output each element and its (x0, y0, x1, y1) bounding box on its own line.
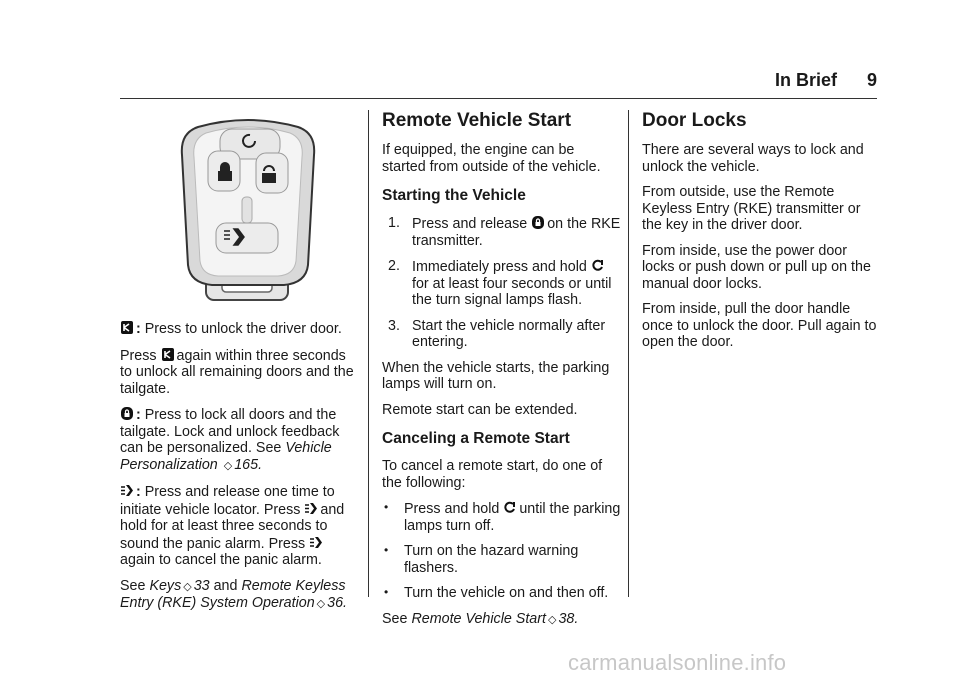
lock-paragraph: : Press to lock all doors and the tailgate. Lock and unlock feedback can be personalized. See Vehicle Personalization ◇ 165. (120, 407, 340, 473)
lock-label: : (136, 407, 141, 423)
door-locks-p3: From inside, use the power door locks or push down or pull up on the manual door locks. (642, 242, 871, 292)
remote-start-title: Remote Vehicle Start (382, 110, 572, 131)
unlock-label: : (136, 321, 141, 337)
xref-icon: ◇ (223, 458, 233, 472)
list-item (382, 585, 622, 602)
unlock-paragraph (120, 320, 360, 338)
header-rule (120, 98, 877, 99)
step-item (382, 258, 622, 309)
column-1 (120, 320, 360, 622)
step-text-b: on the RKE transmitter. (412, 216, 621, 249)
step-number: 3. (388, 317, 400, 334)
locator-text-b: and hold for at least three seconds to sound the panic alarm. Press (120, 501, 345, 552)
lock-icon (120, 406, 134, 421)
column-3 (642, 110, 882, 360)
xref-icon: ◇ (316, 597, 326, 610)
list-item (382, 543, 622, 576)
see-remote-start-paragraph (382, 611, 622, 629)
when-starts-paragraph: When the vehicle starts, the parking lamps will turn on. (382, 359, 610, 392)
locator-text-c: again to cancel the panic alarm. (120, 552, 322, 568)
step-item (382, 318, 622, 351)
step-text-a: Start the vehicle normally after entering. (412, 317, 606, 350)
bullet-icon: • (384, 543, 389, 557)
vehicle-personalization-page[interactable]: 165 (234, 456, 259, 473)
keys-page[interactable]: 33 (193, 577, 210, 594)
step-text-a: Press and release (412, 216, 528, 232)
locator-paragraph (120, 483, 360, 569)
xref-icon: ◇ (183, 579, 192, 593)
see-text: See (120, 577, 146, 594)
remote-vehicle-start-page[interactable]: 38. (558, 610, 579, 627)
column-2 (382, 110, 622, 637)
unlock-icon (161, 347, 175, 362)
remote-start-intro: If equipped, the engine can be started from outside of the vehicle. (382, 142, 601, 175)
keys-ref[interactable]: Keys (149, 577, 182, 594)
extended-paragraph: Remote start can be extended. (382, 401, 578, 418)
step-item (382, 215, 622, 249)
remote-start-icon (503, 500, 517, 515)
see-text: See (382, 610, 408, 627)
remote-start-icon (591, 258, 605, 273)
vehicle-locator-icon (309, 535, 323, 550)
cancel-list (382, 500, 622, 602)
door-locks-p1: There are several ways to lock and unlock the vehicle. (642, 142, 864, 175)
column-divider-1 (368, 110, 369, 597)
and-text: and (213, 577, 238, 594)
door-locks-title: Door Locks (642, 110, 747, 131)
bullet-text-a: Turn the vehicle on and then off. (404, 585, 609, 601)
key-fob-illustration (178, 115, 318, 303)
door-locks-p2: From outside, use the Remote Keyless Entry (RKE) transmitter or the key in the driver door. (642, 184, 861, 233)
locator-label: : (136, 484, 141, 500)
step-number: 2. (388, 258, 400, 274)
page-number: 9 (866, 70, 877, 90)
bullet-icon: • (384, 585, 389, 599)
vehicle-locator-icon (304, 501, 318, 516)
locator-text-a: Press and release one time to initiate vehicle locator. Press (120, 484, 335, 518)
door-locks-p4: From inside, pull the door handle once to unlock the door. Pull again to open the door. (642, 301, 877, 350)
bullet-text-a: Turn on the hazard warning flashers. (404, 543, 579, 576)
press-again-text-a: Press (120, 347, 157, 364)
rke-system-page[interactable]: 36. (327, 595, 347, 611)
lock-text: Press to lock all doors and the tailgate. Lock and unlock feedback can be personalized. See (120, 407, 340, 456)
rke-system-ref[interactable]: Remote Keyless Entry (RKE) System Operation (120, 577, 346, 611)
bullet-icon: • (384, 500, 389, 514)
press-again-text-b: again within three seconds to unlock all remaining doors and the tailgate. (120, 347, 354, 397)
cancel-intro: To cancel a remote start, do one of the following: (382, 458, 603, 491)
watermark: carmanualsonline.info (568, 650, 787, 675)
bullet-text-a: Press and hold (404, 501, 500, 517)
unlock-icon (120, 320, 134, 335)
step-text-b: for at least four seconds or until the turn signal lamps flash. (412, 275, 612, 308)
bullet-text-b: until the parking lamps turn off. (404, 501, 621, 534)
see-also-paragraph (120, 578, 360, 613)
step-text-a: Immediately press and hold (412, 259, 587, 275)
press-again-paragraph (120, 347, 360, 398)
xref-icon: ◇ (548, 612, 557, 626)
list-item (382, 500, 622, 534)
starting-heading: Starting the Vehicle (382, 187, 526, 204)
unlock-text: Press to unlock the driver door. (144, 321, 342, 337)
step-number: 1. (388, 215, 400, 231)
remote-vehicle-start-ref[interactable]: Remote Vehicle Start (411, 610, 546, 627)
vehicle-locator-icon (120, 483, 134, 498)
vehicle-personalization-ref[interactable]: Vehicle Personalization (120, 440, 332, 473)
running-header (0, 70, 877, 96)
canceling-heading: Canceling a Remote Start (382, 430, 570, 447)
column-divider-2 (628, 110, 629, 597)
section-title: In Brief (774, 70, 837, 90)
lock-icon (531, 215, 545, 230)
starting-steps (382, 215, 622, 351)
